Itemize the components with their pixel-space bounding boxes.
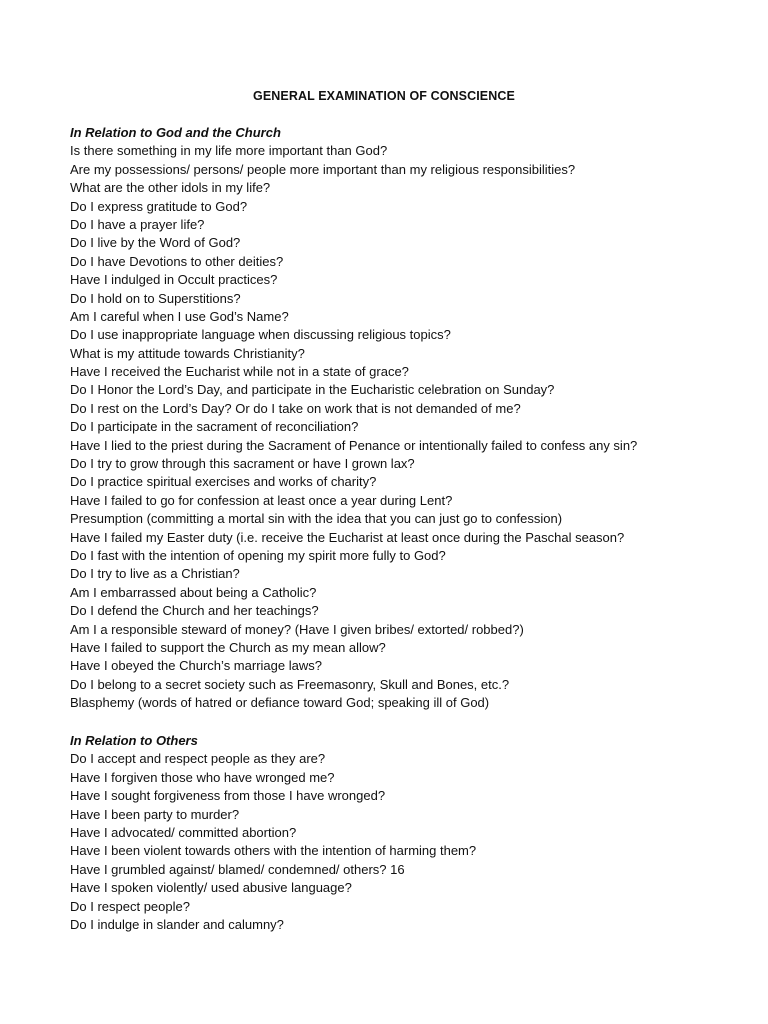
question-item: Have I been violent towards others with the intention of harming them? — [70, 843, 477, 859]
question-item: Do I practice spiritual exercises and works of charity? — [70, 474, 377, 490]
document-title: GENERAL EXAMINATION OF CONSCIENCE — [253, 89, 515, 103]
question-item: Do I defend the Church and her teachings? — [70, 603, 319, 619]
question-item: Do I try to grow through this sacrament or have I grown lax? — [70, 456, 415, 472]
question-item: Have I sought forgiveness from those I have wronged? — [70, 788, 386, 804]
question-item: Do I belong to a secret society such as Freemasonry, Skull and Bones, etc.? — [70, 676, 510, 692]
question-item: Do I live by the Word of God? — [70, 235, 241, 251]
section-heading: In Relation to Others — [70, 733, 198, 748]
question-item: What are the other idols in my life? — [70, 180, 271, 196]
question-item: Blasphemy (words of hatred or defiance toward God; speaking ill of God) — [70, 695, 490, 711]
question-item: Do I express gratitude to God? — [70, 198, 248, 214]
question-item: Am I embarrassed about being a Catholic? — [70, 584, 317, 600]
question-item: Do I fast with the intention of opening my spirit more fully to God? — [70, 547, 446, 563]
question-item: Do I respect people? — [70, 898, 190, 914]
question-item: Presumption (committing a mortal sin with the idea that you can just go to confession) — [70, 511, 563, 527]
question-item: Have I forgiven those who have wronged me? — [70, 769, 335, 785]
question-item: Have I obeyed the Church’s marriage laws? — [70, 658, 322, 674]
question-item: Do I try to live as a Christian? — [70, 566, 240, 582]
question-item: Have I received the Eucharist while not in a state of grace? — [70, 364, 409, 380]
question-item: Have I lied to the priest during the Sacrament of Penance or intentionally failed to confess any sin? — [70, 437, 638, 453]
question-item: Have I been party to murder? — [70, 806, 240, 822]
question-item: Have I failed my Easter duty (i.e. receive the Eucharist at least once during the Paschal season? — [70, 529, 625, 545]
question-item: Do I indulge in slander and calumny? — [70, 916, 284, 932]
question-item: Are my possessions/ persons/ people more important than my religious responsibilities? — [70, 161, 576, 177]
question-item: Have I failed to support the Church as my mean allow? — [70, 639, 386, 655]
question-list — [70, 750, 730, 934]
question-item: Do I rest on the Lord’s Day? Or do I take on work that is not demanded of me? — [70, 400, 521, 416]
section-heading: In Relation to God and the Church — [70, 125, 281, 140]
question-item: Do I have a prayer life? — [70, 216, 205, 232]
question-item: Do I participate in the sacrament of reconciliation? — [70, 419, 359, 435]
question-item: Do I accept and respect people as they are? — [70, 751, 326, 767]
question-item: Is there something in my life more important than God? — [70, 143, 388, 159]
question-item: What is my attitude towards Christianity? — [70, 345, 305, 361]
question-item: Have I grumbled against/ blamed/ condemned/ others? 16 — [70, 861, 405, 877]
question-item: Do I hold on to Superstitions? — [70, 290, 241, 306]
question-item: Have I advocated/ committed abortion? — [70, 824, 297, 840]
question-item: Am I a responsible steward of money? (Have I given bribes/ extorted/ robbed?) — [70, 621, 524, 637]
question-item: Do I have Devotions to other deities? — [70, 253, 284, 269]
question-item: Do I Honor the Lord’s Day, and participate in the Eucharistic celebration on Sunday? — [70, 382, 555, 398]
section-god-and-church — [70, 124, 730, 713]
question-list — [70, 142, 730, 712]
question-item: Have I indulged in Occult practices? — [70, 272, 278, 288]
question-item: Am I careful when I use God’s Name? — [70, 308, 289, 324]
section-others — [70, 732, 730, 934]
question-item: Have I failed to go for confession at least once a year during Lent? — [70, 492, 453, 508]
question-item: Have I spoken violently/ used abusive language? — [70, 880, 352, 896]
question-item: Do I use inappropriate language when discussing religious topics? — [70, 327, 451, 343]
